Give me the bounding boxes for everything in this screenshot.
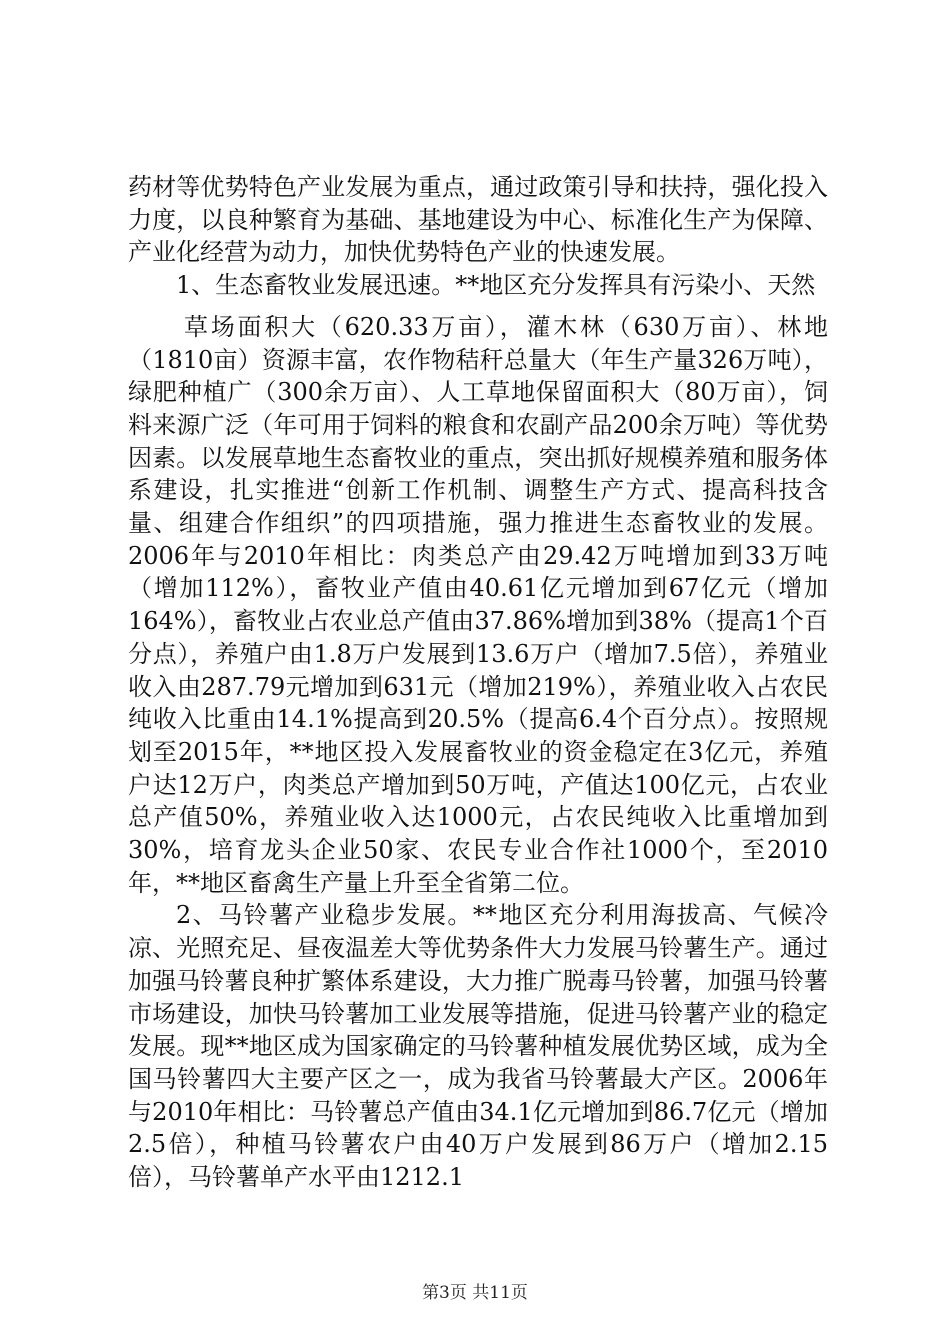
document-body <box>128 171 828 1194</box>
paragraph-intro-continuation: 药材等优势特色产业发展为重点，通过政策引导和扶持，强化投入力度，以良种繁育为基础、基地建设为中心、标准化生产为保障、产业化经营为动力，加快优势特色产业的快速发展。 <box>128 173 828 267</box>
paragraph-potato: 2、马铃薯产业稳步发展。**地区充分利用海拔高、气候冷凉、光照充足、昼夜温差大等优势条件大力发展马铃薯生产。通过加强马铃薯良种扩繁体系建设，大力推广脱毒马铃薯，加强马铃薯市场建设，加快马铃薯加工业发展等措施，促进马铃薯产业的稳定发展。现**地区成为国家确定的马铃薯种植发展优势区域，成为全国马铃薯四大主要产区之一，成为我省马铃薯最大产区。2006年与2010年相比：马铃薯总产值由34.1亿元增加到86.7亿元（增加2.5倍），种植马铃薯农户由40万户发展到86万户（增加2.15倍），马铃薯单产水平由1212.1 <box>128 901 828 1192</box>
paragraph-livestock-heading: 1、生态畜牧业发展迅速。**地区充分发挥具有污染小、天然 <box>176 271 816 300</box>
paragraph-livestock-body: 草场面积大（620.33万亩），灌木林（630万亩）、林地（1810亩）资源丰富，农作物秸秆总量大（年生产量326万吨），绿肥种植广（300余万亩）、人工草地保留面积大（80万亩），饲料来源广泛（年可用于饲料的粮食和农副产品200余万吨）等优势因素。以发展草地生态畜牧业的重点，突出抓好规模养殖和服务体系建设，扎实推进“创新工作机制、调整生产方式、提高科技含量、组建合作组织”的四项措施，强力推进生态畜牧业的发展。2006年与2010年相比：肉类总产由29.42万吨增加到33万吨（增加112%），畜牧业产值由40.61亿元增加到67亿元（增加164%），畜牧业占农业总产值由37.86%增加到38%（提高1个百分点），养殖户由1.8万户发展到13.6万户（增加7.5倍），养殖业收入由287.79元增加到631元（增加219%），养殖业收入占农民纯收入比重由14.1%提高到20.5%（提高6.4个百分点）。按照规划至2015年，**地区投入发展畜牧业的资金稳定在3亿元，养殖户达12万户，肉类总产增加到50万吨，产值达100亿元，占农业总产值50%，养殖业收入达1000元，占农民纯收入比重增加到30%，培育龙头企业50家、农民专业合作社1000个，至2010年，**地区畜禽生产量上升至全省第二位。 <box>128 312 828 897</box>
page-footer: 第3页 共11页 <box>422 1283 528 1303</box>
